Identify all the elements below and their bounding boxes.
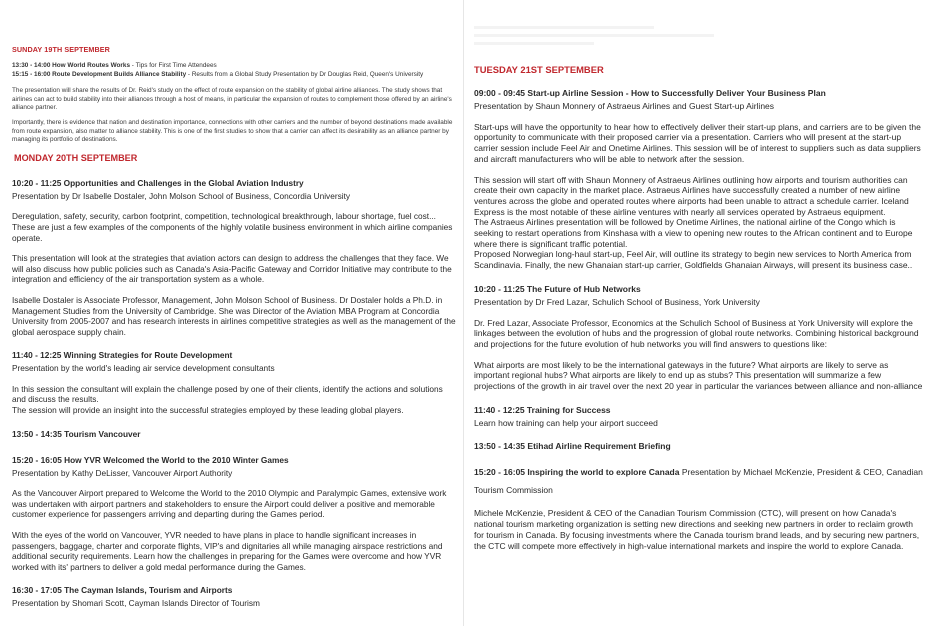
tuesday-session bbox=[474, 462, 923, 551]
session-presenter: Presentation by Dr Isabelle Dostaler, John Molson School of Business, Concordia University bbox=[12, 190, 351, 201]
right-column bbox=[474, 0, 923, 551]
monday-session bbox=[12, 345, 458, 415]
session-title: 13:50 - 14:35 Etihad Airline Requirement Briefing bbox=[474, 441, 671, 452]
tuesday-session bbox=[474, 400, 923, 429]
session-paragraph: The Astraeus Airlines presentation will be followed by Onetime Airlines, the national airline of the Congo which is seeking to restart operations from Kinshasa with a view to opening new routes to the African continent and to Europe where there is significant traffic potential. bbox=[474, 217, 913, 249]
sunday-session-1 bbox=[12, 62, 458, 71]
session-paragraph: In this session the consultant will explain the challenge posed by one of their clients, identify the actions and solutions and discuss the results. bbox=[12, 383, 443, 405]
session-heading bbox=[474, 462, 923, 498]
session-title: 16:30 - 17:05 The Cayman Islands, Tourism and Airports bbox=[12, 585, 233, 596]
session-paragraph: With the eyes of the world on Vancouver, YVR needed to have plans in place to handle significant increases in passengers, baggage, charter and corporate flights, VIP's and dignitaries all while managing airspace restrictions and additional security requirements. Learn how the challenges in preparing for the Games were overcome and how YVR worked with its' partners to deliver a gold medal performance during the Games. bbox=[12, 530, 443, 572]
monday-section bbox=[12, 153, 458, 609]
sunday-paragraph: Importantly, there is evidence that nation and destination importance, connections with other carriers and the number of beyond destinations made available from route expansion, also matter to alliance stability. This is one of the first studies to show that a carrier can affect its desirability as an alliance partner by managing its portfolio of destinations. bbox=[12, 118, 453, 144]
column-divider bbox=[463, 0, 464, 626]
session-paragraph: As the Vancouver Airport prepared to Welcome the World to the 2010 Olympic and Paralympic Games, extensive work was undertaken with airport partners and stakeholders to ensure the Airport could deliver a positive and memorable customer experience for passengers arriving and departing during the Games period. bbox=[12, 488, 447, 520]
tuesday-session bbox=[474, 436, 923, 454]
session-heading bbox=[474, 279, 923, 297]
session-heading bbox=[12, 173, 458, 191]
session-paragraph: Dr. Fred Lazar, Associate Professor, Economics at the Schulich School of Business at York University will explore the linkages between the evolution of hubs and the progression of global route networks. Combining historical background and projections for the future evolution of hub networks you will find answers to questions like: bbox=[474, 317, 919, 349]
session-description: - Results from a Global Study Presentation by Dr Douglas Reid, Queen's University bbox=[186, 70, 424, 78]
monday-session bbox=[12, 450, 458, 573]
session-title: 10:20 - 11:25 The Future of Hub Networks bbox=[474, 283, 641, 294]
session-paragraph: The session will provide an insight into the successful strategies employed by these leading global players. bbox=[12, 405, 404, 416]
session-heading bbox=[12, 345, 458, 363]
session-title: 15:15 - 16:00 Route Development Builds Alliance Stability bbox=[12, 70, 187, 78]
sunday-section bbox=[12, 45, 458, 145]
session-paragraph: Michele McKenzie, President & CEO of the Canadian Tourism Commission (CTC), will present on how Canada's national tourism marketing organization is setting new directions and seeking new partners in order to reclaim growth for tourism in Canada. By focusing investments where the Canada tourism brand leads, and by securing new partners, the CTC will compete more effectively in high-value international markets and inspire the world to explore Canada. bbox=[474, 508, 920, 551]
session-paragraph: What airports are most likely to be the international gateways in the future? What airports are likely to serve as important regional hubs? What airports are likely to end up as stubs? This presentation will summarize a few projections of the growth in air travel over the next 20 year in particular the variances between alliance and non-alliance bbox=[474, 359, 923, 392]
monday-heading: MONDAY 20TH SEPTEMBER bbox=[14, 152, 138, 163]
tuesday-session bbox=[474, 279, 923, 392]
session-heading bbox=[474, 400, 923, 418]
session-presenter: Presentation by Shomari Scott, Cayman Islands Director of Tourism bbox=[12, 598, 260, 609]
session-heading bbox=[474, 83, 923, 101]
left-column bbox=[12, 0, 458, 609]
sunday-paragraph: The presentation will share the results of Dr. Reid's study on the effect of route expansion on the stability of global airline alliances. The study shows that airlines can act to build stability into their alliances through a host of means, in particular the expansion of routes to complement those offered by an airline's alliance partner. bbox=[12, 87, 452, 112]
session-presenter: Learn how training can help your airport succeed bbox=[474, 417, 658, 428]
monday-session bbox=[12, 173, 458, 338]
session-presenter: Presentation by Dr Fred Lazar, Schulich School of Business, York University bbox=[474, 296, 760, 307]
session-heading bbox=[12, 450, 458, 468]
session-paragraph: Isabelle Dostaler is Associate Professor, Management, John Molson School of Business. Dr Dostaler holds a Ph.D. in Management Studies from the University of Cambridge. She was Director of the Aviation MBA Program at Concordia University from 2005-2007 and has research interests in airlines competitive strategies as well as the management of the global aerospace supply chain. bbox=[12, 294, 456, 337]
session-presenter: Presentation by Kathy DeLisser, Vancouver Airport Authority bbox=[12, 467, 233, 478]
session-paragraph: Deregulation, safety, security, carbon footprint, competition, technological breakthrough, labour shortage, fuel cost... These are just a few examples of the components of the highly volatile business environment in which airline companies operate. bbox=[12, 211, 453, 243]
session-title: 15:20 - 16:05 How YVR Welcomed the World to the 2010 Winter Games bbox=[12, 454, 289, 465]
session-presenter: Presentation by the world's leading air service development consultants bbox=[12, 363, 275, 374]
session-paragraph: Start-ups will have the opportunity to hear how to effectively deliver their start-up plans, and carriers are to be given the opportunity to communicate with their proposed carrier via a presentation. Carriers who will present at the start-up carrier session include Feel Air and Onetime Airlines. This session will be of interest to suppliers such as data suppliers and aircraft manufacturers who will be able to network after the session. bbox=[474, 121, 921, 164]
session-paragraph: This session will start off with Shaun Monnery of Astraeus Airlines outlining how airports and tourism authorities can create their own capacity in the market place. Astraeus Airlines have successfully created a number of new airline ventures across the globe and operated routes where airports had been unable to attract a schedule carrier. Iceland Express is the most notable of these airline ventures with nearly all services operated by Astraeus equipment. bbox=[474, 174, 909, 217]
sunday-heading: SUNDAY 19TH SEPTEMBER bbox=[12, 45, 110, 54]
sunday-session-2 bbox=[12, 71, 458, 80]
session-heading bbox=[12, 424, 458, 442]
monday-session bbox=[12, 424, 458, 442]
session-presenter: Presentation by Shaun Monnery of Astraeus Airlines and Guest Start-up Airlines bbox=[474, 101, 775, 111]
tuesday-sessions bbox=[474, 83, 923, 551]
session-title: 11:40 - 12:25 Training for Success bbox=[474, 404, 611, 415]
session-title: 09:00 - 09:45 Start-up Airline Session - How to Successfully Deliver Your Business Plan bbox=[474, 88, 826, 98]
session-description: - Tips for First Time Attendees bbox=[130, 62, 217, 69]
session-title: 13:50 - 14:35 Tourism Vancouver bbox=[12, 428, 141, 439]
session-paragraph: This presentation will look at the strategies that aviation actors can design to address the challenges that they face. We will also discuss how public policies such as Canada's Asia-Pacific Gateway and Corridor Initiative may contribute to the integration and efficiency of the air transportation system as a whole. bbox=[12, 253, 452, 285]
tuesday-session bbox=[474, 83, 923, 271]
tuesday-heading: TUESDAY 21ST SEPTEMBER bbox=[474, 64, 604, 75]
session-paragraph: Proposed Norwegian long-haul start-up, Feel Air, will outline its strategy to begin new services to North America from Scandinavia. Finally, the new Ghanaian start-up carrier, Goldfields Ghanaian Airways, will present its business case.. bbox=[474, 249, 913, 271]
session-heading bbox=[12, 580, 458, 598]
session-title: 10:20 - 11:25 Opportunities and Challenges in the Global Aviation Industry bbox=[12, 177, 304, 188]
session-title: 15:20 - 16:05 Inspiring the world to explore Canada bbox=[474, 467, 680, 478]
session-presenter: Presentation by Michael McKenzie, President & CEO, Canadian Tourism Commission bbox=[474, 467, 923, 496]
session-title: 13:30 - 14:00 How World Routes Works bbox=[12, 62, 131, 69]
session-title: 11:40 - 12:25 Winning Strategies for Route Development bbox=[12, 350, 233, 361]
monday-session bbox=[12, 580, 458, 609]
session-heading bbox=[474, 436, 923, 454]
monday-sessions bbox=[12, 173, 458, 609]
